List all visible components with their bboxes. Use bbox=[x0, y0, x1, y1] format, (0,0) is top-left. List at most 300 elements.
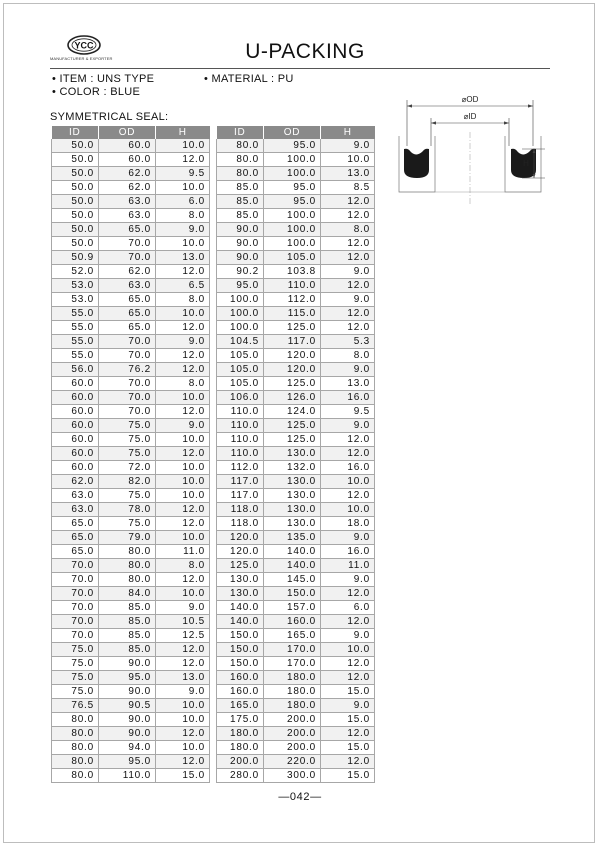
cell-id: 80.0 bbox=[217, 153, 264, 167]
cell-od: 75.0 bbox=[99, 489, 156, 503]
cell-h: 12.0 bbox=[321, 657, 375, 671]
cell-od: 130.0 bbox=[264, 517, 321, 531]
cell-h: 10.0 bbox=[156, 713, 210, 727]
cell-id: 150.0 bbox=[217, 629, 264, 643]
cell-od: 65.0 bbox=[99, 307, 156, 321]
cell-h: 10.0 bbox=[156, 307, 210, 321]
cell-od: 100.0 bbox=[264, 209, 321, 223]
cell-h: 13.0 bbox=[321, 377, 375, 391]
cell-od: 84.0 bbox=[99, 587, 156, 601]
cell-h: 12.0 bbox=[321, 195, 375, 209]
table-row bbox=[52, 377, 210, 391]
header-divider bbox=[50, 68, 550, 69]
cell-h: 12.0 bbox=[156, 657, 210, 671]
cell-od: 145.0 bbox=[264, 573, 321, 587]
table-row bbox=[52, 279, 210, 293]
cell-id: 70.0 bbox=[52, 629, 99, 643]
cell-od: 70.0 bbox=[99, 349, 156, 363]
cell-id: 60.0 bbox=[52, 405, 99, 419]
cell-od: 125.0 bbox=[264, 377, 321, 391]
cell-id: 110.0 bbox=[217, 447, 264, 461]
id-label: ⌀ID bbox=[463, 112, 477, 121]
cell-od: 95.0 bbox=[264, 195, 321, 209]
table-row bbox=[52, 559, 210, 573]
cell-h: 10.0 bbox=[156, 139, 210, 153]
cell-id: 112.0 bbox=[217, 461, 264, 475]
table-row bbox=[52, 615, 210, 629]
cell-od: 95.0 bbox=[99, 671, 156, 685]
cell-od: 85.0 bbox=[99, 601, 156, 615]
table-row bbox=[217, 559, 375, 573]
cell-od: 62.0 bbox=[99, 181, 156, 195]
cell-h: 13.0 bbox=[156, 671, 210, 685]
cell-h: 9.0 bbox=[321, 629, 375, 643]
cell-h: 9.0 bbox=[156, 601, 210, 615]
cell-od: 78.0 bbox=[99, 503, 156, 517]
cell-h: 12.0 bbox=[321, 727, 375, 741]
cell-od: 124.0 bbox=[264, 405, 321, 419]
table-row bbox=[217, 601, 375, 615]
cell-h: 8.0 bbox=[156, 293, 210, 307]
cell-od: 100.0 bbox=[264, 223, 321, 237]
cell-h: 15.0 bbox=[156, 769, 210, 783]
table-row bbox=[217, 195, 375, 209]
cell-od: 60.0 bbox=[99, 153, 156, 167]
cell-h: 15.0 bbox=[321, 685, 375, 699]
h-label: H bbox=[523, 159, 529, 168]
cell-od: 130.0 bbox=[264, 447, 321, 461]
cell-h: 12.0 bbox=[156, 517, 210, 531]
table-row bbox=[52, 531, 210, 545]
table-row bbox=[52, 433, 210, 447]
cell-id: 80.0 bbox=[52, 741, 99, 755]
table-row bbox=[217, 209, 375, 223]
cell-h: 9.0 bbox=[156, 335, 210, 349]
cell-id: 53.0 bbox=[52, 293, 99, 307]
table-row bbox=[217, 405, 375, 419]
cell-h: 12.0 bbox=[321, 209, 375, 223]
cell-h: 10.0 bbox=[156, 741, 210, 755]
table-row bbox=[217, 671, 375, 685]
table-row bbox=[52, 503, 210, 517]
cell-od: 80.0 bbox=[99, 573, 156, 587]
color: • COLOR : BLUE bbox=[52, 86, 141, 98]
table-row bbox=[217, 447, 375, 461]
cell-id: 50.0 bbox=[52, 181, 99, 195]
cell-h: 15.0 bbox=[321, 741, 375, 755]
cell-h: 10.0 bbox=[156, 587, 210, 601]
cell-id: 53.0 bbox=[52, 279, 99, 293]
table-row bbox=[52, 657, 210, 671]
cell-id: 85.0 bbox=[217, 181, 264, 195]
cell-id: 60.0 bbox=[52, 377, 99, 391]
cell-id: 55.0 bbox=[52, 321, 99, 335]
cell-id: 75.0 bbox=[52, 685, 99, 699]
table-row bbox=[52, 265, 210, 279]
cell-od: 170.0 bbox=[264, 657, 321, 671]
cell-h: 6.0 bbox=[156, 195, 210, 209]
cell-od: 130.0 bbox=[264, 489, 321, 503]
table-row bbox=[52, 755, 210, 769]
cell-od: 70.0 bbox=[99, 251, 156, 265]
table-row bbox=[52, 727, 210, 741]
table-header-row bbox=[52, 126, 210, 139]
cell-od: 60.0 bbox=[99, 139, 156, 153]
table-row bbox=[52, 349, 210, 363]
cell-od: 110.0 bbox=[99, 769, 156, 783]
table-row bbox=[52, 335, 210, 349]
cell-id: 160.0 bbox=[217, 685, 264, 699]
table-row bbox=[217, 769, 375, 783]
cell-h: 6.5 bbox=[156, 279, 210, 293]
cell-h: 10.0 bbox=[321, 153, 375, 167]
cell-id: 118.0 bbox=[217, 517, 264, 531]
table-row bbox=[52, 447, 210, 461]
table-row bbox=[52, 223, 210, 237]
cell-id: 56.0 bbox=[52, 363, 99, 377]
table-row bbox=[217, 433, 375, 447]
cell-h: 16.0 bbox=[321, 545, 375, 559]
cell-id: 70.0 bbox=[52, 615, 99, 629]
table-row bbox=[217, 489, 375, 503]
table-row bbox=[52, 741, 210, 755]
cell-id: 200.0 bbox=[217, 755, 264, 769]
cell-h: 12.0 bbox=[321, 489, 375, 503]
cell-od: 200.0 bbox=[264, 741, 321, 755]
cell-h: 8.0 bbox=[321, 223, 375, 237]
cell-h: 12.5 bbox=[156, 629, 210, 643]
table-row bbox=[52, 195, 210, 209]
cell-id: 55.0 bbox=[52, 349, 99, 363]
cell-id: 65.0 bbox=[52, 531, 99, 545]
cell-od: 90.0 bbox=[99, 685, 156, 699]
cell-id: 117.0 bbox=[217, 475, 264, 489]
cell-od: 105.0 bbox=[264, 251, 321, 265]
cell-h: 12.0 bbox=[156, 447, 210, 461]
cell-h: 10.0 bbox=[156, 475, 210, 489]
cell-id: 80.0 bbox=[217, 167, 264, 181]
cell-id: 180.0 bbox=[217, 727, 264, 741]
table-row bbox=[52, 685, 210, 699]
table-row bbox=[52, 489, 210, 503]
table-row bbox=[52, 629, 210, 643]
cell-od: 100.0 bbox=[264, 153, 321, 167]
table-row bbox=[217, 349, 375, 363]
cell-od: 75.0 bbox=[99, 517, 156, 531]
cell-id: 63.0 bbox=[52, 503, 99, 517]
cell-h: 5.3 bbox=[321, 335, 375, 349]
cell-id: 180.0 bbox=[217, 741, 264, 755]
cell-id: 106.0 bbox=[217, 391, 264, 405]
cell-id: 90.0 bbox=[217, 251, 264, 265]
cell-od: 75.0 bbox=[99, 447, 156, 461]
cell-h: 6.0 bbox=[321, 601, 375, 615]
cell-h: 16.0 bbox=[321, 391, 375, 405]
table-row bbox=[52, 363, 210, 377]
cell-h: 10.0 bbox=[156, 489, 210, 503]
spec-table-left bbox=[51, 126, 210, 783]
cell-od: 180.0 bbox=[264, 671, 321, 685]
cell-h: 9.0 bbox=[156, 685, 210, 699]
cell-od: 70.0 bbox=[99, 391, 156, 405]
table-row bbox=[217, 251, 375, 265]
table-row bbox=[217, 615, 375, 629]
table-row bbox=[217, 685, 375, 699]
cell-id: 80.0 bbox=[52, 713, 99, 727]
cell-id: 120.0 bbox=[217, 545, 264, 559]
table-row bbox=[52, 405, 210, 419]
cell-od: 165.0 bbox=[264, 629, 321, 643]
table-row bbox=[217, 181, 375, 195]
cell-od: 120.0 bbox=[264, 349, 321, 363]
cell-od: 126.0 bbox=[264, 391, 321, 405]
table-row bbox=[217, 307, 375, 321]
table-row bbox=[52, 307, 210, 321]
table-row bbox=[217, 363, 375, 377]
table-row bbox=[52, 587, 210, 601]
table-row bbox=[52, 251, 210, 265]
table-row bbox=[52, 713, 210, 727]
table-row bbox=[217, 223, 375, 237]
cell-od: 72.0 bbox=[99, 461, 156, 475]
cell-id: 70.0 bbox=[52, 559, 99, 573]
cell-id: 104.5 bbox=[217, 335, 264, 349]
cell-id: 165.0 bbox=[217, 699, 264, 713]
table-row bbox=[52, 545, 210, 559]
table-row bbox=[217, 727, 375, 741]
cell-id: 80.0 bbox=[52, 727, 99, 741]
cell-id: 150.0 bbox=[217, 657, 264, 671]
cell-id: 105.0 bbox=[217, 363, 264, 377]
cell-od: 75.0 bbox=[99, 433, 156, 447]
table-row bbox=[217, 503, 375, 517]
cell-id: 60.0 bbox=[52, 447, 99, 461]
logo-subtitle: MANUFACTURER & EXPORTER bbox=[50, 56, 113, 61]
cell-h: 10.0 bbox=[156, 433, 210, 447]
table-row bbox=[217, 335, 375, 349]
table-row bbox=[52, 461, 210, 475]
cell-h: 15.0 bbox=[321, 769, 375, 783]
cell-id: 63.0 bbox=[52, 489, 99, 503]
cell-h: 12.0 bbox=[321, 251, 375, 265]
cell-h: 13.0 bbox=[321, 167, 375, 181]
cell-od: 132.0 bbox=[264, 461, 321, 475]
cell-od: 160.0 bbox=[264, 615, 321, 629]
material: • MATERIAL : PU bbox=[204, 73, 294, 85]
cell-id: 160.0 bbox=[217, 671, 264, 685]
cell-h: 10.0 bbox=[156, 461, 210, 475]
cell-h: 9.5 bbox=[156, 167, 210, 181]
cell-od: 79.0 bbox=[99, 531, 156, 545]
cell-od: 130.0 bbox=[264, 475, 321, 489]
cell-od: 95.0 bbox=[264, 139, 321, 153]
cell-od: 115.0 bbox=[264, 307, 321, 321]
table-row bbox=[217, 643, 375, 657]
cell-id: 65.0 bbox=[52, 545, 99, 559]
cell-id: 70.0 bbox=[52, 601, 99, 615]
cell-h: 10.0 bbox=[156, 699, 210, 713]
table-row bbox=[217, 167, 375, 181]
cell-od: 65.0 bbox=[99, 293, 156, 307]
table-row bbox=[52, 573, 210, 587]
table-row bbox=[217, 265, 375, 279]
table-row bbox=[217, 293, 375, 307]
cell-id: 80.0 bbox=[217, 139, 264, 153]
table-row bbox=[52, 699, 210, 713]
cell-id: 90.2 bbox=[217, 265, 264, 279]
cell-id: 70.0 bbox=[52, 587, 99, 601]
cell-od: 125.0 bbox=[264, 419, 321, 433]
table-row bbox=[52, 419, 210, 433]
cell-od: 76.2 bbox=[99, 363, 156, 377]
cell-h: 9.0 bbox=[321, 139, 375, 153]
cell-h: 12.0 bbox=[156, 265, 210, 279]
cell-id: 175.0 bbox=[217, 713, 264, 727]
cell-id: 50.0 bbox=[52, 139, 99, 153]
cell-od: 157.0 bbox=[264, 601, 321, 615]
cell-id: 95.0 bbox=[217, 279, 264, 293]
seal-cross-section-diagram bbox=[395, 92, 545, 207]
cell-id: 50.0 bbox=[52, 167, 99, 181]
cell-h: 9.5 bbox=[321, 405, 375, 419]
table-row bbox=[52, 139, 210, 153]
cell-od: 125.0 bbox=[264, 321, 321, 335]
table-row bbox=[52, 293, 210, 307]
cell-id: 140.0 bbox=[217, 615, 264, 629]
cell-od: 130.0 bbox=[264, 503, 321, 517]
table-row bbox=[52, 237, 210, 251]
cell-id: 60.0 bbox=[52, 461, 99, 475]
cell-od: 90.0 bbox=[99, 657, 156, 671]
cell-od: 220.0 bbox=[264, 755, 321, 769]
cell-h: 12.0 bbox=[321, 237, 375, 251]
cell-id: 80.0 bbox=[52, 755, 99, 769]
table-row bbox=[52, 181, 210, 195]
column-header-id: ID bbox=[217, 126, 264, 139]
table-row bbox=[217, 629, 375, 643]
cell-h: 12.0 bbox=[321, 447, 375, 461]
column-header-od: OD bbox=[264, 126, 321, 139]
table-row bbox=[217, 517, 375, 531]
cell-id: 80.0 bbox=[52, 769, 99, 783]
cell-h: 8.0 bbox=[321, 349, 375, 363]
cell-od: 63.0 bbox=[99, 279, 156, 293]
column-header-h: H bbox=[321, 126, 375, 139]
cell-od: 75.0 bbox=[99, 419, 156, 433]
cell-id: 105.0 bbox=[217, 349, 264, 363]
table-row bbox=[217, 153, 375, 167]
cell-h: 12.0 bbox=[321, 755, 375, 769]
cell-h: 12.0 bbox=[321, 433, 375, 447]
table-row bbox=[217, 377, 375, 391]
page-title: U-PACKING bbox=[245, 40, 365, 63]
cell-id: 85.0 bbox=[217, 209, 264, 223]
seal-profile-left bbox=[404, 149, 429, 178]
table-row bbox=[52, 643, 210, 657]
cell-h: 8.5 bbox=[321, 181, 375, 195]
table-row bbox=[217, 279, 375, 293]
cell-od: 117.0 bbox=[264, 335, 321, 349]
cell-od: 85.0 bbox=[99, 643, 156, 657]
cell-id: 120.0 bbox=[217, 531, 264, 545]
cell-id: 130.0 bbox=[217, 587, 264, 601]
cell-id: 150.0 bbox=[217, 643, 264, 657]
cell-od: 63.0 bbox=[99, 209, 156, 223]
cell-h: 12.0 bbox=[156, 321, 210, 335]
cell-id: 280.0 bbox=[217, 769, 264, 783]
table-row bbox=[217, 713, 375, 727]
cell-id: 75.0 bbox=[52, 671, 99, 685]
cell-h: 12.0 bbox=[321, 587, 375, 601]
spec-table-right bbox=[216, 126, 375, 783]
table-row bbox=[52, 209, 210, 223]
table-row bbox=[217, 461, 375, 475]
cell-od: 103.8 bbox=[264, 265, 321, 279]
cell-od: 85.0 bbox=[99, 615, 156, 629]
cell-h: 12.0 bbox=[321, 279, 375, 293]
cell-h: 10.0 bbox=[156, 391, 210, 405]
column-header-od: OD bbox=[99, 126, 156, 139]
cell-id: 76.5 bbox=[52, 699, 99, 713]
table-row bbox=[217, 475, 375, 489]
cell-id: 100.0 bbox=[217, 293, 264, 307]
cell-od: 150.0 bbox=[264, 587, 321, 601]
cell-od: 170.0 bbox=[264, 643, 321, 657]
cell-od: 140.0 bbox=[264, 545, 321, 559]
cell-h: 9.0 bbox=[321, 363, 375, 377]
cell-od: 112.0 bbox=[264, 293, 321, 307]
cell-id: 55.0 bbox=[52, 307, 99, 321]
cell-od: 135.0 bbox=[264, 531, 321, 545]
cell-od: 200.0 bbox=[264, 713, 321, 727]
cell-h: 9.0 bbox=[321, 419, 375, 433]
cell-h: 12.0 bbox=[321, 307, 375, 321]
cell-id: 65.0 bbox=[52, 517, 99, 531]
cell-h: 12.0 bbox=[321, 615, 375, 629]
table-row bbox=[52, 671, 210, 685]
column-header-h: H bbox=[156, 126, 210, 139]
cell-id: 50.0 bbox=[52, 153, 99, 167]
cell-h: 12.0 bbox=[321, 321, 375, 335]
cell-h: 12.0 bbox=[156, 153, 210, 167]
table-row bbox=[217, 755, 375, 769]
table-row bbox=[217, 699, 375, 713]
cell-id: 140.0 bbox=[217, 601, 264, 615]
table-row bbox=[217, 419, 375, 433]
cell-h: 10.0 bbox=[156, 237, 210, 251]
cell-h: 10.0 bbox=[156, 181, 210, 195]
cell-id: 50.0 bbox=[52, 237, 99, 251]
cell-h: 9.0 bbox=[321, 573, 375, 587]
table-row bbox=[217, 545, 375, 559]
cell-id: 60.0 bbox=[52, 419, 99, 433]
cell-id: 50.0 bbox=[52, 209, 99, 223]
page-number: —042— bbox=[278, 791, 322, 803]
column-header-id: ID bbox=[52, 126, 99, 139]
cell-h: 9.0 bbox=[156, 223, 210, 237]
cell-id: 70.0 bbox=[52, 573, 99, 587]
cell-od: 70.0 bbox=[99, 405, 156, 419]
cell-h: 12.0 bbox=[156, 727, 210, 741]
cell-od: 85.0 bbox=[99, 629, 156, 643]
table-row bbox=[217, 391, 375, 405]
cell-id: 75.0 bbox=[52, 643, 99, 657]
cell-id: 118.0 bbox=[217, 503, 264, 517]
table-row bbox=[217, 531, 375, 545]
cell-id: 50.0 bbox=[52, 195, 99, 209]
cell-od: 100.0 bbox=[264, 167, 321, 181]
table-row bbox=[217, 321, 375, 335]
